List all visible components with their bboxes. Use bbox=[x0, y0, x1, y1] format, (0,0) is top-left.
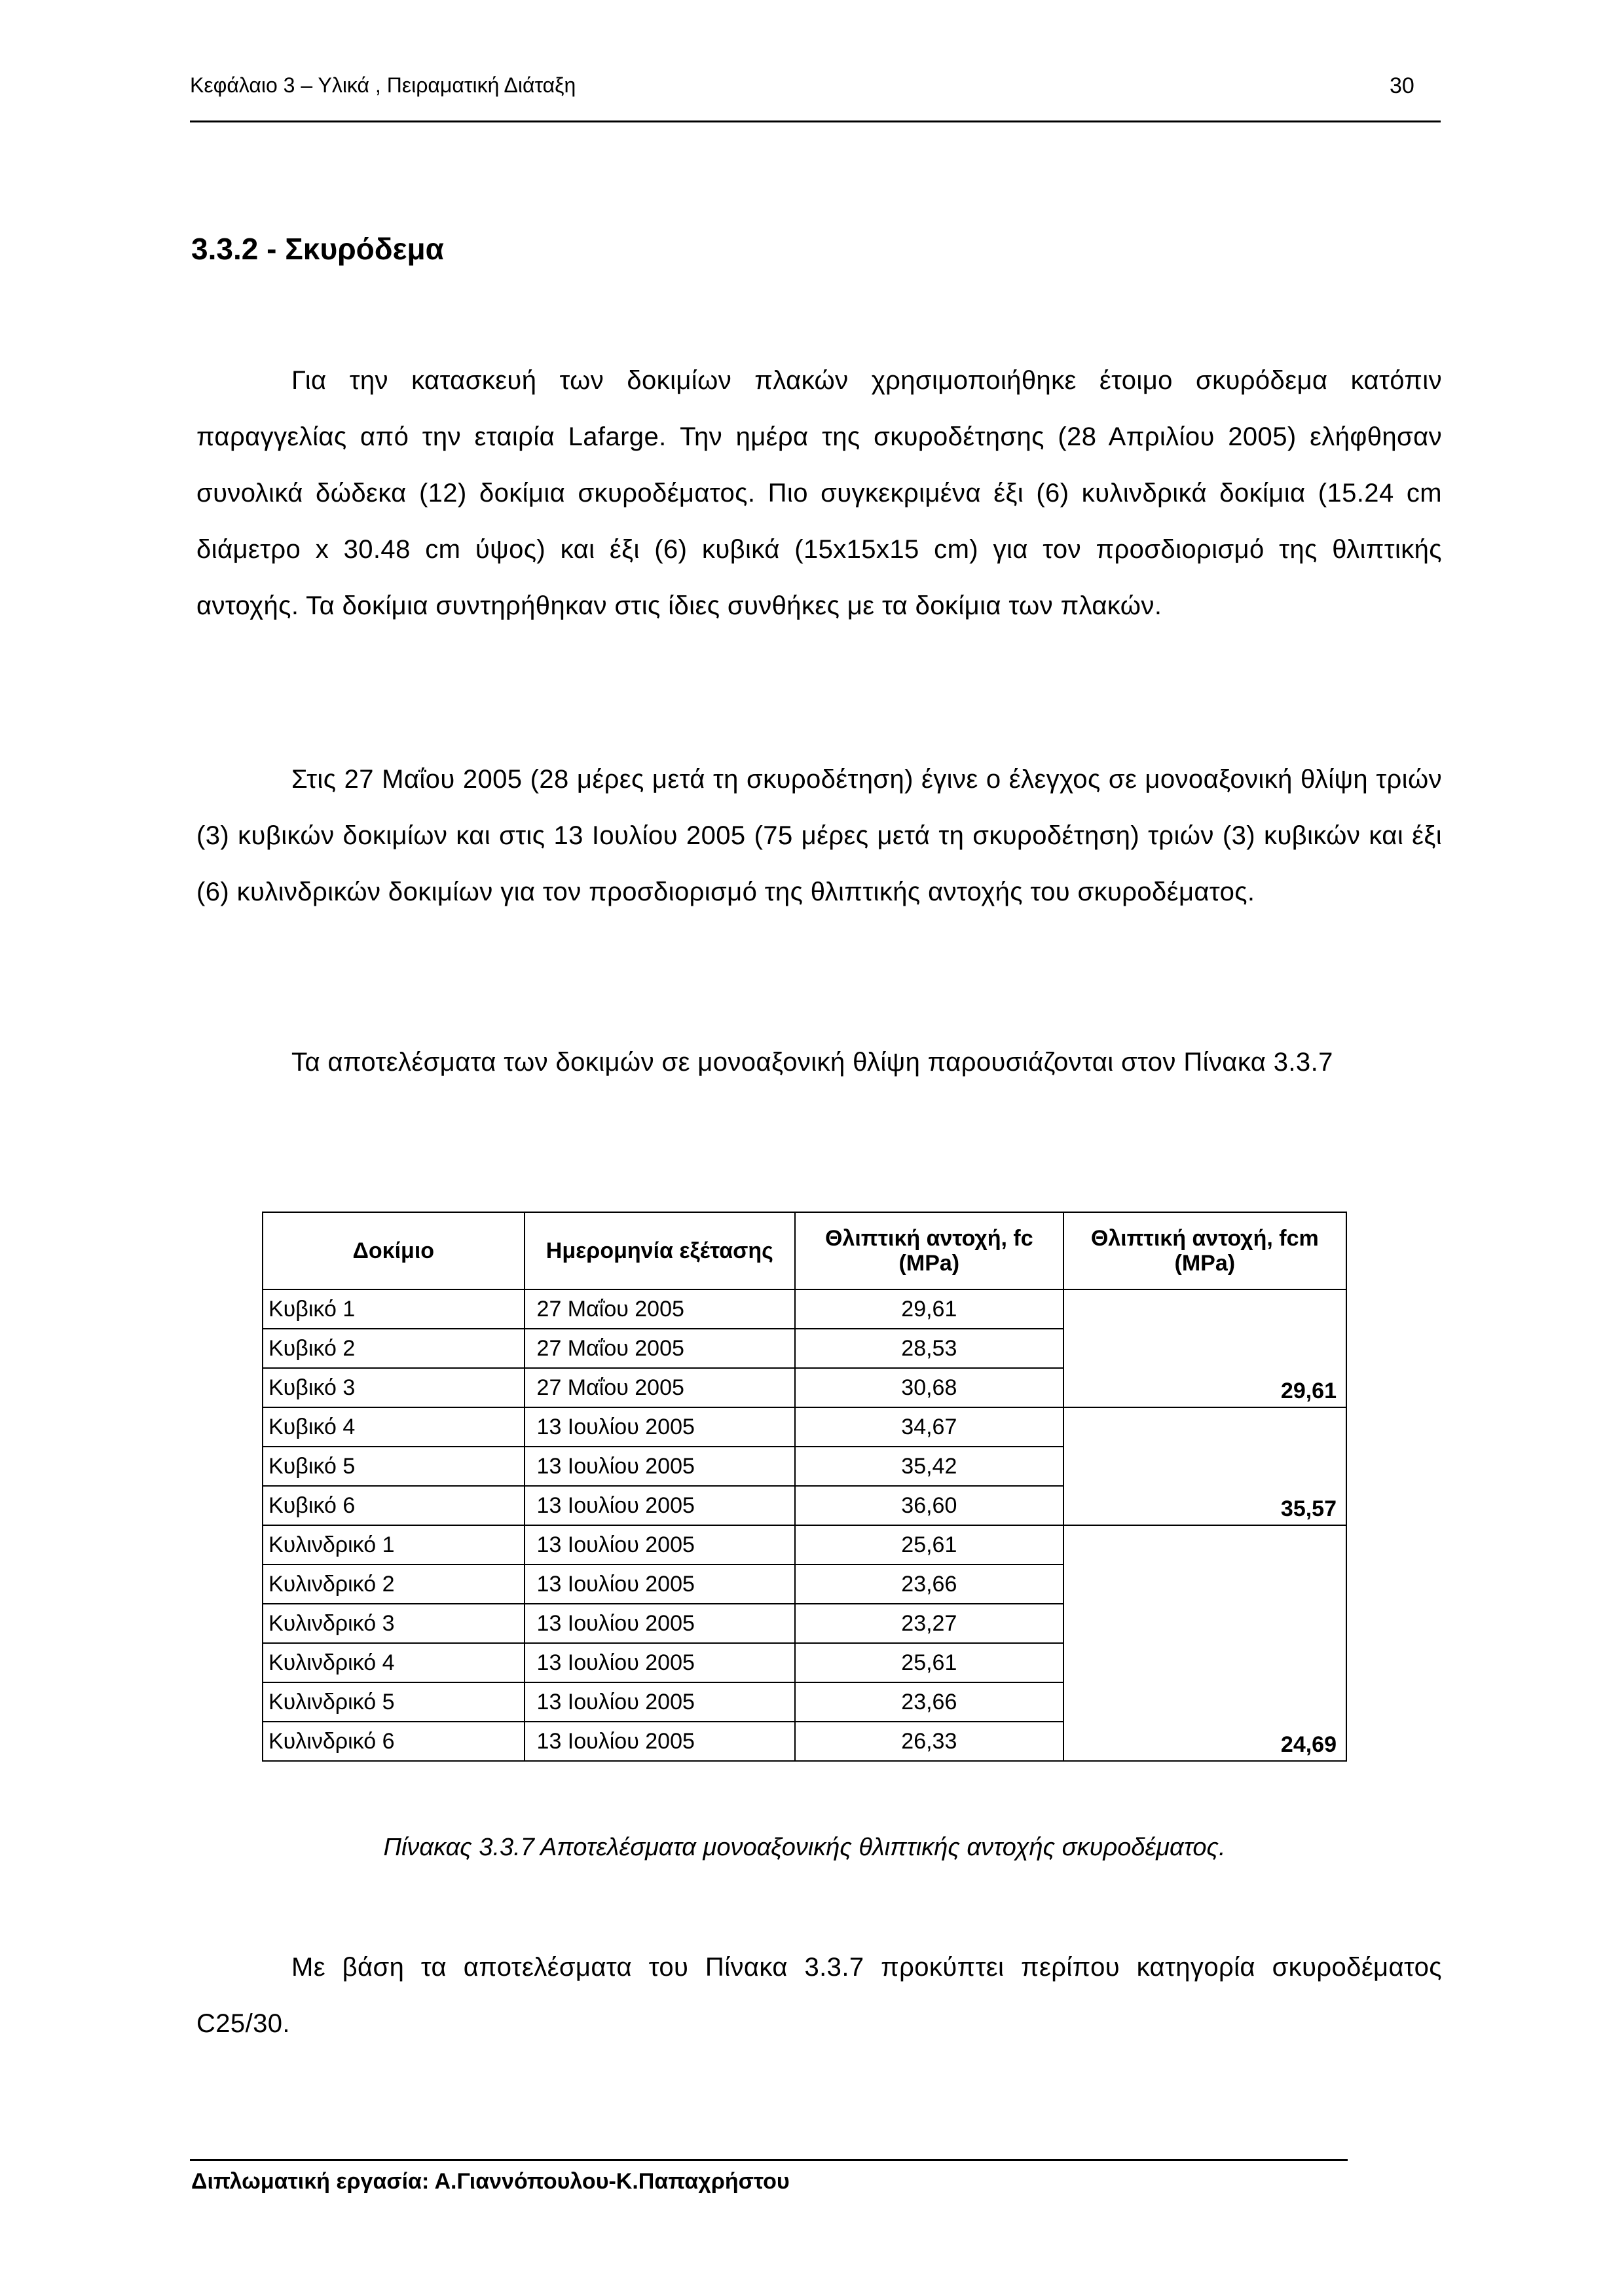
cell-specimen: Κυλινδρικό 6 bbox=[263, 1722, 525, 1761]
cell-fc: 25,61 bbox=[795, 1525, 1063, 1565]
table-caption: Πίνακας 3.3.7 Αποτελέσματα μονοαξονικής θλιπτικής αντοχής σκυροδέματος. bbox=[383, 1834, 1226, 1861]
footer-rule bbox=[190, 2159, 1348, 2161]
cell-date: 13 Ιουλίου 2005 bbox=[525, 1682, 796, 1722]
cell-fc: 34,67 bbox=[795, 1407, 1063, 1447]
cell-fc: 35,42 bbox=[795, 1447, 1063, 1486]
cell-fc: 28,53 bbox=[795, 1329, 1063, 1368]
cell-date: 27 Μαΐου 2005 bbox=[525, 1289, 796, 1329]
table-row bbox=[263, 1407, 1346, 1447]
cell-specimen: Κυβικό 1 bbox=[263, 1289, 525, 1329]
cell-specimen: Κυλινδρικό 3 bbox=[263, 1604, 525, 1643]
cell-specimen: Κυλινδρικό 5 bbox=[263, 1682, 525, 1722]
header-specimen: Δοκίμιο bbox=[263, 1212, 525, 1289]
cell-fc: 29,61 bbox=[795, 1289, 1063, 1329]
paragraph-results-ref: Τα αποτελέσματα των δοκιμών σε μονοαξονική θλίψη παρουσιάζονται στον Πίνακα 3.3.7 bbox=[291, 1048, 1333, 1077]
cell-specimen: Κυλινδρικό 4 bbox=[263, 1643, 525, 1682]
running-header: Κεφάλαιο 3 – Υλικά , Πειραματική Διάταξη bbox=[190, 73, 576, 97]
cell-fc: 23,66 bbox=[795, 1682, 1063, 1722]
table-row bbox=[263, 1289, 1346, 1329]
cell-date: 13 Ιουλίου 2005 bbox=[525, 1407, 796, 1447]
cell-date: 13 Ιουλίου 2005 bbox=[525, 1447, 796, 1486]
cell-fc: 26,33 bbox=[795, 1722, 1063, 1761]
cell-fc: 30,68 bbox=[795, 1368, 1063, 1407]
cell-date: 27 Μαΐου 2005 bbox=[525, 1329, 796, 1368]
cell-date: 13 Ιουλίου 2005 bbox=[525, 1486, 796, 1525]
section-title: 3.3.2 - Σκυρόδεμα bbox=[191, 232, 444, 266]
page-number: 30 bbox=[1390, 73, 1414, 98]
paragraph-testing: Στις 27 Μαΐου 2005 (28 μέρες μετά τη σκυροδέτηση) έγινε ο έλεγχος σε μονοαξονική θλίψη τριών (3) κυβικών δοκιμίων και στις 13 Ιουλίου 2005 (75 μέρες μετά τη σκυροδέτηση) τριών (3) κυβικών και έξι (6) κυλινδρικών δοκιμίων για τον προσδιορισμό της θλιπτικής αντοχής του σκυροδέματος. bbox=[196, 765, 1442, 906]
page-footer: Διπλωματική εργασία: Α.Γιαννόπουλου-Κ.Παπαχρήστου bbox=[191, 2169, 790, 2194]
cell-fc: 23,27 bbox=[795, 1604, 1063, 1643]
cell-date: 27 Μαΐου 2005 bbox=[525, 1368, 796, 1407]
cell-date: 13 Ιουλίου 2005 bbox=[525, 1565, 796, 1604]
cell-specimen: Κυβικό 3 bbox=[263, 1368, 525, 1407]
cell-specimen: Κυβικό 5 bbox=[263, 1447, 525, 1486]
cell-specimen: Κυβικό 2 bbox=[263, 1329, 525, 1368]
header-date: Ημερομηνία εξέτασης bbox=[525, 1212, 796, 1289]
cell-fcm-mean: 29,61 bbox=[1063, 1289, 1346, 1407]
paragraph-intro: Για την κατασκευή των δοκιμίων πλακών χρησιμοποιήθηκε έτοιμο σκυρόδεμα κατόπιν παραγγελίας από την εταιρία Lafarge. Την ημέρα της σκυροδέτησης (28 Απριλίου 2005) ελήφθησαν συνολικά δώδεκα (12) δοκίμια σκυροδέματος. Πιο συγκεκριμένα έξι (6) κυλινδρικά δοκίμια (15.24 cm διάμετρο x 30.48 cm ύψος) και έξι (6) κυβικά (15x15x15 cm) για τον προσδιορισμό της θλιπτικής αντοχής. Τα δοκίμια συντηρήθηκαν στις ίδιες συνθήκες με τα δοκίμια των πλακών. bbox=[196, 366, 1442, 620]
cell-fc: 23,66 bbox=[795, 1565, 1063, 1604]
cell-date: 13 Ιουλίου 2005 bbox=[525, 1643, 796, 1682]
cell-date: 13 Ιουλίου 2005 bbox=[525, 1722, 796, 1761]
table-row bbox=[263, 1525, 1346, 1565]
header-fcm: Θλιπτική αντοχή, fcm (MPa) bbox=[1063, 1212, 1346, 1289]
cell-specimen: Κυλινδρικό 1 bbox=[263, 1525, 525, 1565]
cell-fcm-mean: 35,57 bbox=[1063, 1407, 1346, 1525]
table-header-row bbox=[263, 1212, 1346, 1289]
cell-date: 13 Ιουλίου 2005 bbox=[525, 1604, 796, 1643]
cell-specimen: Κυβικό 4 bbox=[263, 1407, 525, 1447]
header-fc: Θλιπτική αντοχή, fc (MPa) bbox=[795, 1212, 1063, 1289]
cell-date: 13 Ιουλίου 2005 bbox=[525, 1525, 796, 1565]
header-rule bbox=[190, 120, 1441, 122]
cell-specimen: Κυλινδρικό 2 bbox=[263, 1565, 525, 1604]
cell-fc: 36,60 bbox=[795, 1486, 1063, 1525]
cell-specimen: Κυβικό 6 bbox=[263, 1486, 525, 1525]
cell-fcm-mean: 24,69 bbox=[1063, 1525, 1346, 1761]
cell-fc: 25,61 bbox=[795, 1643, 1063, 1682]
results-table bbox=[262, 1212, 1347, 1762]
paragraph-conclusion: Με βάση τα αποτελέσματα του Πίνακα 3.3.7 προκύπτει περίπου κατηγορία σκυροδέματος C25/30. bbox=[196, 1953, 1442, 2038]
